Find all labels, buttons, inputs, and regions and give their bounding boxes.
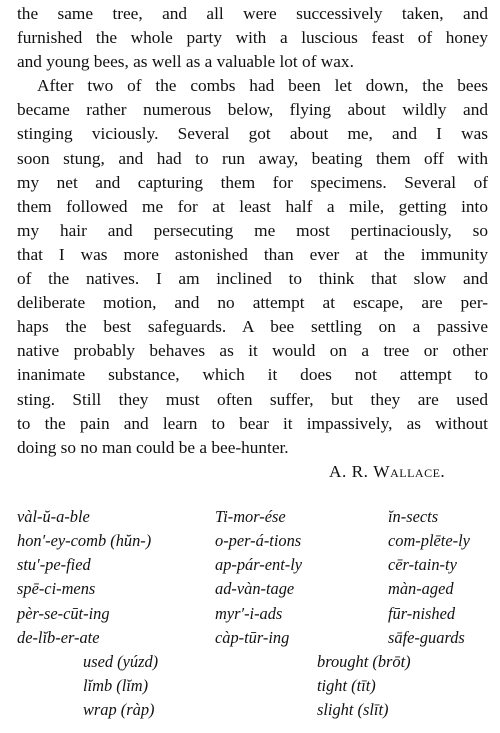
pronunciation-word: lĭmb (lĭm) xyxy=(83,676,149,696)
vocabulary-word: ĭn-sects xyxy=(388,506,439,526)
author-initials: A. R. xyxy=(329,461,369,481)
vocabulary-row xyxy=(17,553,488,577)
vocabulary-row xyxy=(17,674,488,698)
pronunciation-word: brought (brōt) xyxy=(317,652,411,671)
vocabulary-row xyxy=(17,626,488,650)
author-surname: Wallace. xyxy=(373,461,446,481)
paragraph-bees xyxy=(17,74,488,460)
vocabulary-word: hon′-ey-comb (hŭn-) xyxy=(17,531,152,551)
text-line: furnished the whole party with a luscious feast of honey xyxy=(17,28,488,48)
vocabulary-word: càp-tūr-ing xyxy=(215,627,290,647)
vocabulary-row xyxy=(17,529,488,553)
vocabulary-row xyxy=(17,505,488,529)
vocabulary-word: ap-pár-ent-ly xyxy=(215,555,303,575)
text-line: them followed me for at least half a mile, getting into xyxy=(17,196,488,216)
vocabulary-word: vàl-ŭ-a-ble xyxy=(17,506,90,526)
paragraph-continuation xyxy=(17,2,488,74)
vocabulary-word: Ti-mor-ése xyxy=(215,506,286,526)
text-line: sting. Still they must often suffer, but they are used xyxy=(17,389,488,409)
vocabulary-word: spē-ci-mens xyxy=(17,579,96,599)
pronunciation-word: wrap (ràp) xyxy=(83,700,155,720)
text-line: my net and capturing them for specimens. Several of xyxy=(17,172,488,192)
vocabulary-list xyxy=(17,505,488,723)
text-line: that I was more astonished than ever at the immunity xyxy=(17,244,488,264)
text-line: deliberate motion, and no attempt at escape, are per- xyxy=(17,293,488,313)
text-line: After two of the combs had been let down, the bees xyxy=(37,76,488,96)
vocabulary-word: cēr-tain-ty xyxy=(388,555,457,575)
vocabulary-word: o-per-á-tions xyxy=(215,531,302,551)
text-line: became rather numerous below, flying about wildly and xyxy=(17,100,488,120)
pronunciation-word: used (yúzd) xyxy=(83,652,159,671)
vocabulary-word: stu′-pe-fied xyxy=(17,555,91,575)
vocabulary-word: màn-aged xyxy=(388,579,454,599)
vocabulary-row xyxy=(17,602,488,626)
pronunciation-word: tight (tīt) xyxy=(317,676,376,696)
vocabulary-word: fūr-nished xyxy=(388,603,456,623)
text-line: doing so no man could be a bee-hunter. xyxy=(17,437,289,457)
vocabulary-row xyxy=(17,577,488,601)
vocabulary-word: ad-vàn-tage xyxy=(215,579,295,599)
text-line: native probably behaves as it would on a tree or other xyxy=(17,341,488,361)
text-line: to the pain and learn to bear it impassively, as without xyxy=(17,413,488,433)
text-line: and young bees, as well as a valuable lot of wax. xyxy=(17,52,354,72)
text-line: my hair and persecuting me most pertinaciously, so xyxy=(17,220,488,240)
text-line: of the natives. I am inclined to think that slow and xyxy=(17,269,488,289)
vocabulary-word: de-lĭb-er-ate xyxy=(17,627,100,647)
text-line: inanimate substance, which it does not attempt to xyxy=(17,365,488,385)
text-line: soon stung, and had to run away, beating them off with xyxy=(17,148,488,168)
text-line: stinging viciously. Several got about me, and I was xyxy=(17,124,488,144)
vocabulary-row xyxy=(17,698,488,722)
vocabulary-word: sāfe-guards xyxy=(388,627,465,647)
vocabulary-row xyxy=(17,650,488,674)
vocabulary-word: pèr-se-cūt-ing xyxy=(17,603,110,623)
pronunciation-word: slight (slīt) xyxy=(317,700,389,720)
author-signature xyxy=(17,460,488,484)
vocabulary-word: myr′-i-ads xyxy=(215,603,283,623)
vocabulary-word: com-plēte-ly xyxy=(388,531,470,551)
text-line: haps the best safeguards. A bee settling on a passive xyxy=(17,317,488,337)
text-line: the same tree, and all were successively taken, and xyxy=(17,4,488,23)
